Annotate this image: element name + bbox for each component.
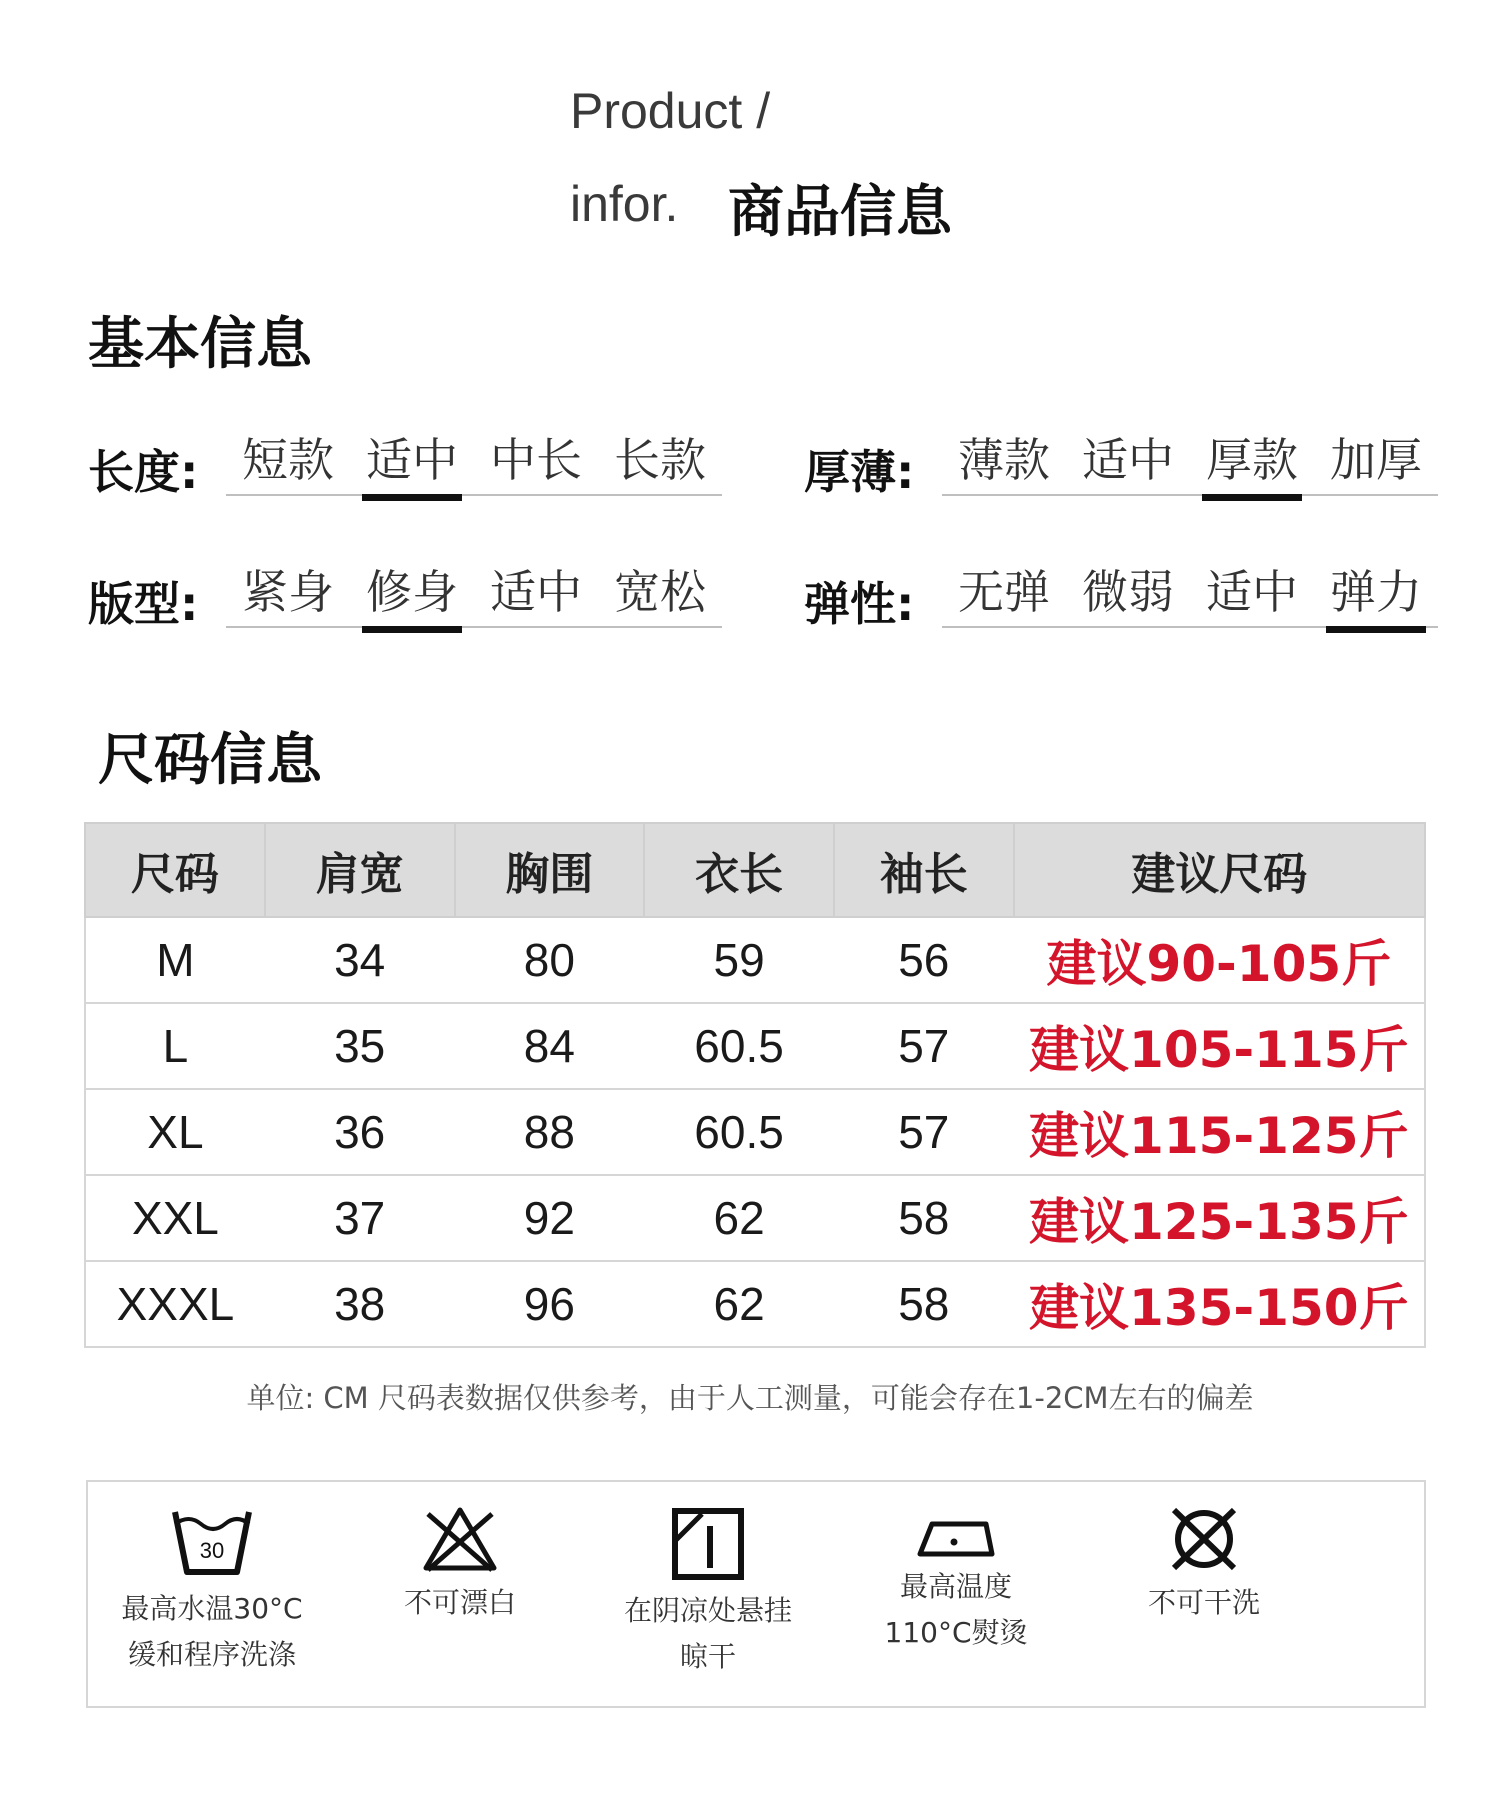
option-selected: 厚款 [1190,430,1314,494]
cell-shoulder: 34 [265,917,455,1003]
cell-sleeve: 57 [834,1089,1014,1175]
care-item-iron [836,1482,1076,1656]
care-text [92,1586,332,1678]
table-row [85,917,1425,1003]
iron-110-icon [914,1508,998,1564]
cell-chest: 84 [455,1003,645,1089]
option: 适中 [1206,565,1298,619]
cell-length: 59 [644,917,834,1003]
option-selected: 修身 [350,562,474,626]
header-english-line2: infor. [570,176,679,232]
care-line: 不可干洗 [1147,1586,1260,1619]
header-shoulder: 肩宽 [265,823,455,917]
cell-size: M [85,917,265,1003]
table-row [85,1003,1425,1089]
option-selected: 弹力 [1314,562,1438,626]
table-row [85,1175,1425,1261]
size-info-title: 尺码信息 [98,728,322,793]
cell-size: XXXL [85,1261,265,1347]
care-line: 不可漂白 [403,1586,516,1619]
cell-shoulder: 36 [265,1089,455,1175]
attr-label: 版型: [88,577,199,631]
cell-length: 62 [644,1261,834,1347]
size-table [84,822,1426,1348]
no-bleach-icon [420,1504,500,1574]
header-size: 尺码 [85,823,265,917]
care-text [1084,1580,1324,1626]
care-instructions [86,1480,1426,1708]
wash-30-icon [167,1502,257,1582]
basic-info-title: 基本信息 [88,312,312,377]
care-item-dry [588,1482,828,1680]
cell-chest: 92 [455,1175,645,1261]
cell-sleeve: 58 [834,1175,1014,1261]
wash-temp-label: 30 [199,1538,225,1563]
care-line: 最高温度 [899,1570,1012,1603]
cell-length: 60.5 [644,1089,834,1175]
cell-recommend: 建议105-115斤 [1014,1003,1425,1089]
header-english-line1: Product / [570,83,771,139]
header-chest: 胸围 [455,823,645,917]
cell-size: XL [85,1089,265,1175]
cell-chest: 80 [455,917,645,1003]
option: 无弹 [958,565,1050,619]
cell-sleeve: 58 [834,1261,1014,1347]
cell-shoulder: 35 [265,1003,455,1089]
option: 中长 [490,433,582,487]
table-row [85,1089,1425,1175]
cell-sleeve: 56 [834,917,1014,1003]
option-selected: 适中 [350,430,474,494]
size-note: 单位: CM 尺码表数据仅供参考，由于人工测量，可能会存在1-2CM左右的偏差 [246,1381,1254,1415]
no-dry-clean-icon [1166,1504,1242,1574]
care-text [588,1588,828,1680]
option: 薄款 [958,433,1050,487]
option: 加厚 [1330,433,1422,487]
line-dry-shade-icon [670,1506,746,1582]
cell-shoulder: 37 [265,1175,455,1261]
cell-recommend: 建议135-150斤 [1014,1261,1425,1347]
care-text [340,1580,580,1626]
care-line: 110°C熨烫 [884,1616,1028,1649]
page-title: 商品信息 [728,180,952,245]
option: 适中 [490,565,582,619]
cell-chest: 88 [455,1089,645,1175]
cell-size: L [85,1003,265,1089]
option: 微弱 [1082,565,1174,619]
table-row [85,1261,1425,1347]
cell-recommend: 建议115-125斤 [1014,1089,1425,1175]
cell-shoulder: 38 [265,1261,455,1347]
option: 宽松 [614,565,706,619]
option: 短款 [242,433,334,487]
cell-sleeve: 57 [834,1003,1014,1089]
care-item-bleach [340,1482,580,1626]
option: 长款 [614,433,706,487]
attr-label: 厚薄: [804,445,915,499]
header-recommend: 建议尺码 [1014,823,1425,917]
header-length: 衣长 [644,823,834,917]
cell-length: 62 [644,1175,834,1261]
care-line: 缓和程序洗涤 [127,1638,296,1671]
cell-chest: 96 [455,1261,645,1347]
table-header-row [85,823,1425,917]
care-text [836,1564,1076,1656]
option: 紧身 [242,565,334,619]
cell-recommend: 建议125-135斤 [1014,1175,1425,1261]
attr-label: 弹性: [804,577,915,631]
cell-recommend: 建议90-105斤 [1014,917,1425,1003]
care-line: 晾干 [679,1640,736,1673]
care-item-wash [92,1482,332,1678]
attr-label: 长度: [88,445,199,499]
option: 适中 [1082,433,1174,487]
care-line: 在阴凉处悬挂 [623,1594,792,1627]
cell-size: XXL [85,1175,265,1261]
header-sleeve: 袖长 [834,823,1014,917]
cell-length: 60.5 [644,1003,834,1089]
care-line: 最高水温30°C [121,1592,303,1625]
care-item-dryclean [1084,1482,1324,1626]
